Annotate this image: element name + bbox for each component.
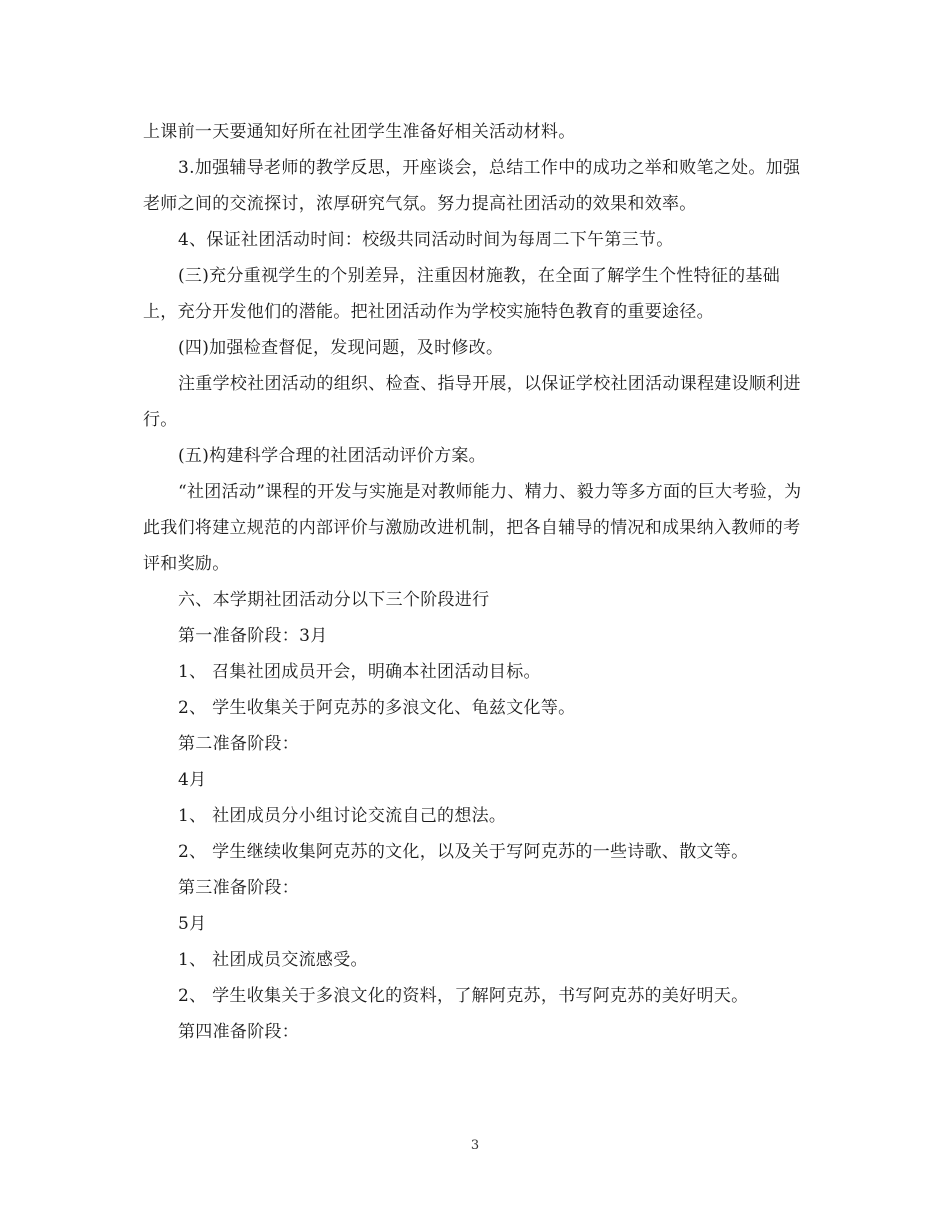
list-item: 1、 召集社团成员开会，明确本社团活动目标。 [178, 662, 541, 682]
paragraph: (五)构建科学合理的社团活动评价方案。 [178, 446, 486, 466]
list-item: 2、 学生收集关于多浪文化的资料，了解阿克苏，书写阿克苏的美好明天。 [178, 986, 749, 1006]
paragraph: 注重学校社团活动的组织、检查、指导开展，以保证学校社团活动课程建设顺利进行。 [143, 374, 801, 430]
paragraph: 3.加强辅导老师的教学反思，开座谈会，总结工作中的成功之举和败笔之处。加强老师之间的交流探讨，浓厚研究气氛。努力提高社团活动的效果和效率。 [143, 158, 801, 214]
section-heading: 六、本学期社团活动分以下三个阶段进行 [178, 590, 490, 610]
list-item: 2、 学生继续收集阿克苏的文化，以及关于写阿克苏的一些诗歌、散文等。 [178, 842, 749, 862]
stage-month: 5月 [178, 914, 207, 934]
stage-heading: 第二准备阶段： [178, 734, 300, 754]
stage-heading: 第三准备阶段： [178, 878, 300, 898]
list-item: 1、 社团成员交流感受。 [178, 950, 368, 970]
list-item: 2、 学生收集关于阿克苏的多浪文化、龟兹文化等。 [178, 698, 576, 718]
list-item: 1、 社团成员分小组讨论交流自己的想法。 [178, 806, 507, 826]
page-number: 3 [470, 1138, 480, 1153]
stage-heading: 第四准备阶段： [178, 1022, 300, 1042]
paragraph: (四)加强检查督促，发现问题，及时修改。 [178, 338, 504, 358]
paragraph: “社团活动”课程的开发与实施是对教师能力、精力、毅力等多方面的巨大考验，为此我们将建立规范的内部评价与激励改进机制，把各自辅导的情况和成果纳入教师的考评和奖励。 [143, 482, 802, 574]
paragraph: 上课前一天要通知好所在社团学生准备好相关活动材料。 [143, 122, 576, 142]
paragraph: (三)充分重视学生的个别差异，注重因材施教，在全面了解学生个性特征的基础上，充分开发他们的潜能。把社团活动作为学校实施特色教育的重要途径。 [143, 266, 781, 322]
document-body [143, 114, 808, 1050]
stage-heading: 第一准备阶段：3月 [178, 626, 328, 646]
paragraph: 4、保证社团活动时间：校级共同活动时间为每周二下午第三节。 [178, 230, 674, 250]
stage-month: 4月 [178, 770, 207, 790]
